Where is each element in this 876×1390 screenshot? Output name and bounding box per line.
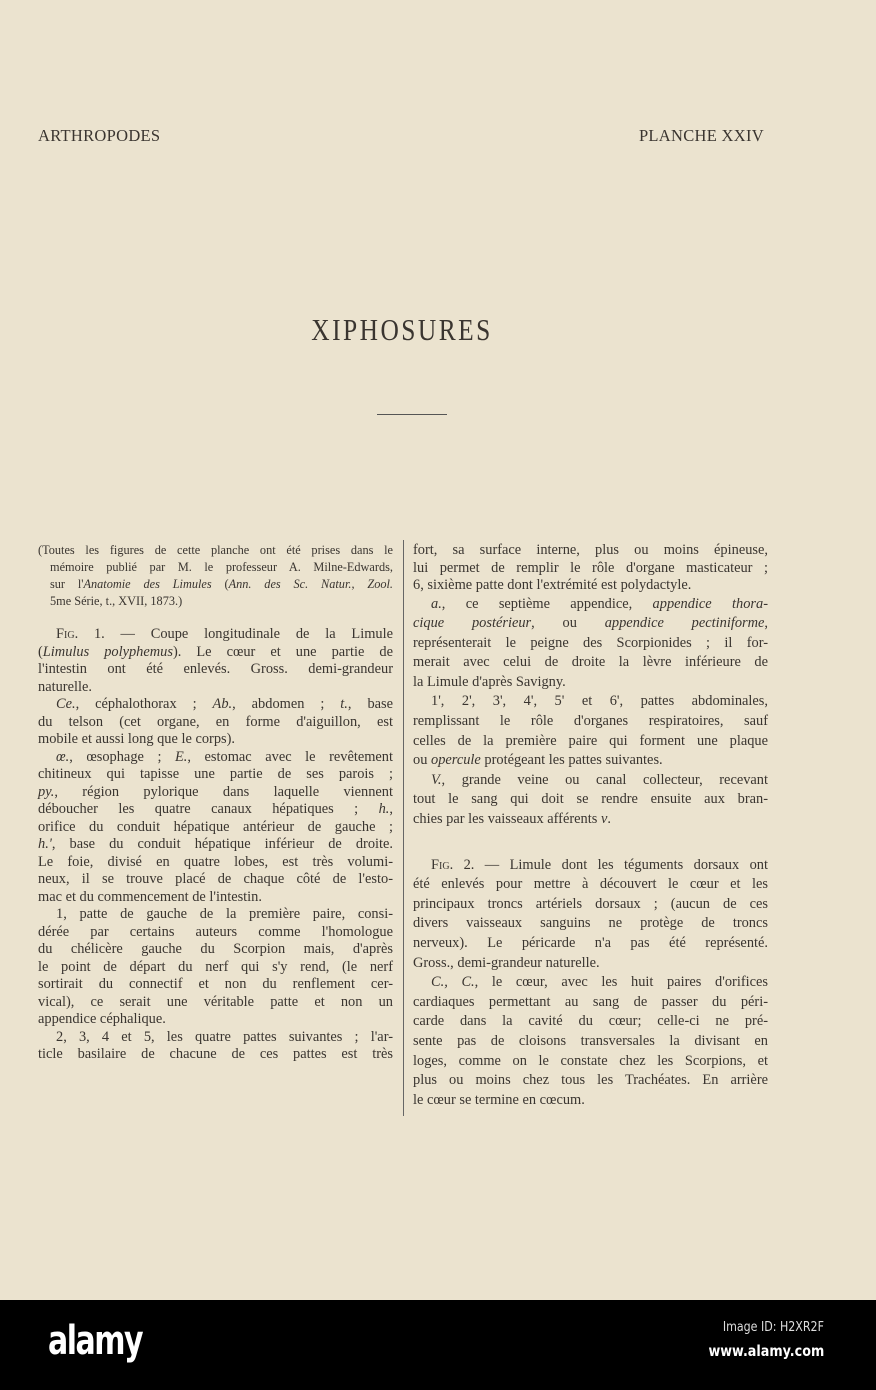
text-segment: la Limule d'après Savigny. [413, 673, 566, 690]
text-line [38, 749, 393, 767]
text-segment: sur l' [50, 577, 84, 591]
text-line [38, 889, 393, 907]
text-segment: 6, sixième patte dont l'extrémité est polydactyle. [413, 577, 692, 593]
text-line [38, 819, 393, 837]
text-segment: du telson (cet organe, en forme d'aiguillon, est [38, 713, 393, 730]
text-line [38, 559, 393, 576]
text-line [413, 692, 768, 712]
italic-text: py. [38, 783, 55, 800]
text-segment: le cœur se termine en cœcum. [413, 1091, 585, 1108]
paragraph [413, 973, 768, 1110]
text-segment: , abdomen ; [232, 696, 341, 712]
text-line [413, 542, 768, 560]
text-line [38, 644, 393, 662]
text-segment: plus ou moins chez tous les Trachéates. En arrière [413, 1072, 768, 1089]
column-divider [403, 540, 404, 1116]
text-line [413, 895, 768, 915]
text-line [413, 914, 768, 934]
text-segment: été enlevés pour mettre à découvert le cœur et les [413, 876, 768, 893]
text-line [413, 1071, 768, 1091]
text-line [38, 576, 393, 593]
text-segment: ). Le cœur et une partie de [172, 643, 393, 660]
text-line [38, 1011, 393, 1029]
paragraph [413, 542, 768, 595]
alamy-logo: alamy [48, 1318, 143, 1364]
text-segment: déboucher les quatre canaux hépatiques ; [38, 801, 379, 817]
text-segment: , grande veine ou canal collecteur, recevant [441, 771, 768, 788]
text-line [413, 712, 768, 732]
text-line [38, 696, 393, 714]
text-segment: ( [38, 643, 43, 660]
text-line [38, 661, 393, 679]
text-segment: mémoire publié par M. le professeur A. Milne-Edwards, [50, 560, 393, 574]
text-segment: représenterait le peigne des Scorpionides ; il for- [413, 634, 768, 651]
italic-text: Ce. [56, 696, 76, 712]
text-segment: du chélicère gauche du Scorpion mais, d'après [38, 941, 393, 957]
text-line [413, 934, 768, 954]
text-line [413, 560, 768, 578]
text-line [38, 976, 393, 994]
italic-text: C., C. [431, 974, 475, 991]
text-segment: , ou [531, 615, 605, 632]
text-line [38, 836, 393, 854]
text-line [38, 906, 393, 924]
text-segment: divers vaisseaux sanguins ne protège de troncs [413, 915, 768, 932]
italic-text: h.' [38, 836, 52, 852]
text-segment: protégeant les pattes suivantes. [480, 752, 663, 769]
text-line [413, 875, 768, 895]
text-line [413, 993, 768, 1013]
italic-text: cique postérieur [413, 615, 532, 632]
text-line [38, 1029, 393, 1047]
text-segment: l'intestin ont été enlevés. Gross. demi-grandeur [38, 661, 393, 677]
text-line [413, 954, 768, 974]
text-segment: merait avec celui de droite la lèvre inférieure de [413, 654, 768, 671]
text-segment: (Toutes les figures de cette planche ont été prises dans le [38, 543, 393, 557]
text-segment: , région pylorique dans laquelle viennent [54, 783, 393, 800]
text-segment: naturelle. [38, 678, 92, 695]
italic-text: Anatomie des Limules [83, 577, 212, 591]
text-line [413, 732, 768, 752]
text-segment: . 1. — Coupe longitudinale de la Limule [74, 626, 393, 642]
italic-text: h. [378, 801, 390, 817]
text-line [413, 614, 768, 634]
text-segment: fort, sa surface interne, plus ou moins épineuse, [413, 542, 768, 558]
text-line [38, 801, 393, 819]
text-segment: mobile et aussi long que le corps). [38, 731, 236, 747]
paragraph [38, 626, 393, 696]
text-segment: , [764, 615, 768, 632]
text-segment: Fig [431, 856, 450, 873]
text-line [413, 653, 768, 673]
text-line [413, 577, 768, 595]
italic-text: Ann. des Sc. Natur., Zool. [228, 577, 393, 591]
text-segment: nerveux). Le péricarde n'a pas été représenté. [413, 935, 768, 951]
text-segment: sente pas de cloisons transversales la divisant en [413, 1032, 768, 1049]
text-line [38, 1046, 393, 1064]
text-segment: orifice du conduit hépatique antérieur de gauche ; [38, 818, 393, 835]
text-segment: celles de la première paire qui forment une plaque [413, 732, 768, 749]
watermark-footer [0, 1300, 876, 1390]
text-segment: dérée par certains auteurs comme l'homologue [38, 923, 393, 940]
text-segment: . [607, 811, 611, 828]
italic-text: E. [175, 748, 188, 765]
text-line [38, 766, 393, 784]
text-segment: Gross., demi-grandeur naturelle. [413, 954, 600, 971]
text-line [38, 679, 393, 697]
text-segment: lui permet de remplir le rôle d'organe masticateur ; [413, 559, 768, 576]
text-segment: , le cœur, avec les huit paires d'orifices [474, 974, 768, 991]
text-segment: , ce septième appendice, [441, 595, 653, 612]
text-line [413, 973, 768, 993]
title-rule [377, 414, 447, 415]
italic-text: appendice pectiniforme [604, 615, 765, 632]
text-segment: vical), ce serait une véritable patte et non un [38, 993, 393, 1010]
text-segment: tout le sang qui doit se rendre ensuite aux bran- [413, 791, 768, 808]
text-line [38, 714, 393, 732]
text-line [38, 994, 393, 1012]
italic-text: t. [340, 696, 348, 712]
text-segment: sortirait du connectif et non du renflement cer- [38, 976, 393, 992]
text-segment: appendice céphalique. [38, 1011, 166, 1027]
text-line [413, 751, 768, 771]
italic-text: V. [431, 771, 442, 788]
spacer [413, 830, 768, 856]
paragraph [38, 1029, 393, 1064]
text-segment: , céphalothorax ; [75, 696, 213, 712]
italic-text: v [600, 811, 608, 828]
text-segment: , œsophage ; [69, 748, 175, 765]
preface-note [38, 542, 393, 610]
text-segment: ou [413, 752, 431, 769]
text-line [38, 924, 393, 942]
text-line [413, 1052, 768, 1072]
paragraph [38, 906, 393, 1029]
text-line [413, 810, 768, 830]
paragraph [413, 771, 768, 830]
right-column [413, 542, 768, 1110]
text-segment: principaux troncs artériels dorsaux ; (aucun de ces [413, 895, 768, 912]
text-line [413, 790, 768, 810]
running-header-right: PLANCHE XXIV [638, 126, 764, 145]
italic-text: œ. [56, 748, 70, 765]
paragraph [38, 696, 393, 749]
italic-text: Ab. [212, 696, 233, 712]
text-segment: , [389, 801, 393, 817]
text-line [413, 771, 768, 791]
text-line [413, 595, 768, 615]
text-segment: . 2. — Limule dont les téguments dorsaux ont [449, 856, 768, 873]
paragraph [413, 856, 768, 974]
text-segment: 1', 2', 3', 4', 5' et 6', pattes abdominales, [431, 693, 768, 710]
italic-text: a. [431, 595, 442, 612]
text-line [413, 634, 768, 654]
text-segment: chies par les vaisseaux afférents [413, 811, 601, 828]
text-line [413, 1032, 768, 1052]
left-column [38, 542, 393, 1064]
italic-text: opercule [431, 752, 481, 769]
text-segment: 2, 3, 4 et 5, les quatre pattes suivantes ; l'ar- [56, 1028, 393, 1045]
text-line [413, 1091, 768, 1111]
spacer [38, 610, 393, 626]
italic-text: Limulus polyphemus [42, 643, 173, 660]
italic-text: appendice thora- [652, 595, 768, 612]
text-line [38, 941, 393, 959]
image-id: Image ID: H2XR2F [722, 1320, 824, 1335]
running-header-left: ARTHROPODES [38, 126, 161, 145]
paragraph [413, 595, 768, 693]
paragraph [38, 749, 393, 907]
text-line [38, 784, 393, 802]
text-segment: ( [211, 577, 229, 591]
text-segment: , base du conduit hépatique inférieur de droite. [51, 836, 393, 852]
text-segment: , base [347, 696, 394, 712]
text-segment: 5me Série, t., XVII, 1873.) [50, 594, 183, 608]
text-line [413, 1012, 768, 1032]
text-line [413, 673, 768, 693]
text-segment: chitineux qui tapisse une partie de ses parois ; [38, 766, 393, 782]
text-line [38, 959, 393, 977]
text-line [413, 856, 768, 876]
site-url[interactable]: www.alamy.com [708, 1342, 824, 1360]
text-line [38, 854, 393, 872]
text-line [38, 731, 393, 749]
text-segment: , estomac avec le revêtement [187, 748, 393, 765]
text-segment: 1, patte de gauche de la première paire, consi- [56, 906, 393, 922]
text-segment: Le foie, divisé en quatre lobes, est très volumi- [38, 853, 393, 870]
text-line [38, 626, 393, 644]
page-title: XIPHOSURES [311, 312, 493, 347]
text-segment: le point de départ du nerf qui s'y rend, (le nerf [38, 958, 393, 975]
text-segment: remplissant le rôle d'organes respiratoires, sauf [413, 713, 768, 730]
text-line [38, 871, 393, 889]
text-line [38, 542, 393, 559]
text-segment: mac et du commencement de l'intestin. [38, 888, 262, 905]
text-segment: cardiaques permettant au sang de passer du péri- [413, 993, 768, 1010]
text-segment: Fig [56, 626, 75, 642]
paragraph [413, 692, 768, 770]
text-segment: neux, il se trouve placé de chaque côté de l'esto- [38, 871, 393, 887]
text-segment: carde dans la cavité du cœur; celle-ci ne pré- [413, 1013, 768, 1030]
text-segment: loges, comme on le constate chez les Scorpions, et [413, 1052, 768, 1069]
text-segment: ticle basilaire de chacune de ces pattes est très [38, 1046, 393, 1062]
text-line [38, 593, 393, 610]
